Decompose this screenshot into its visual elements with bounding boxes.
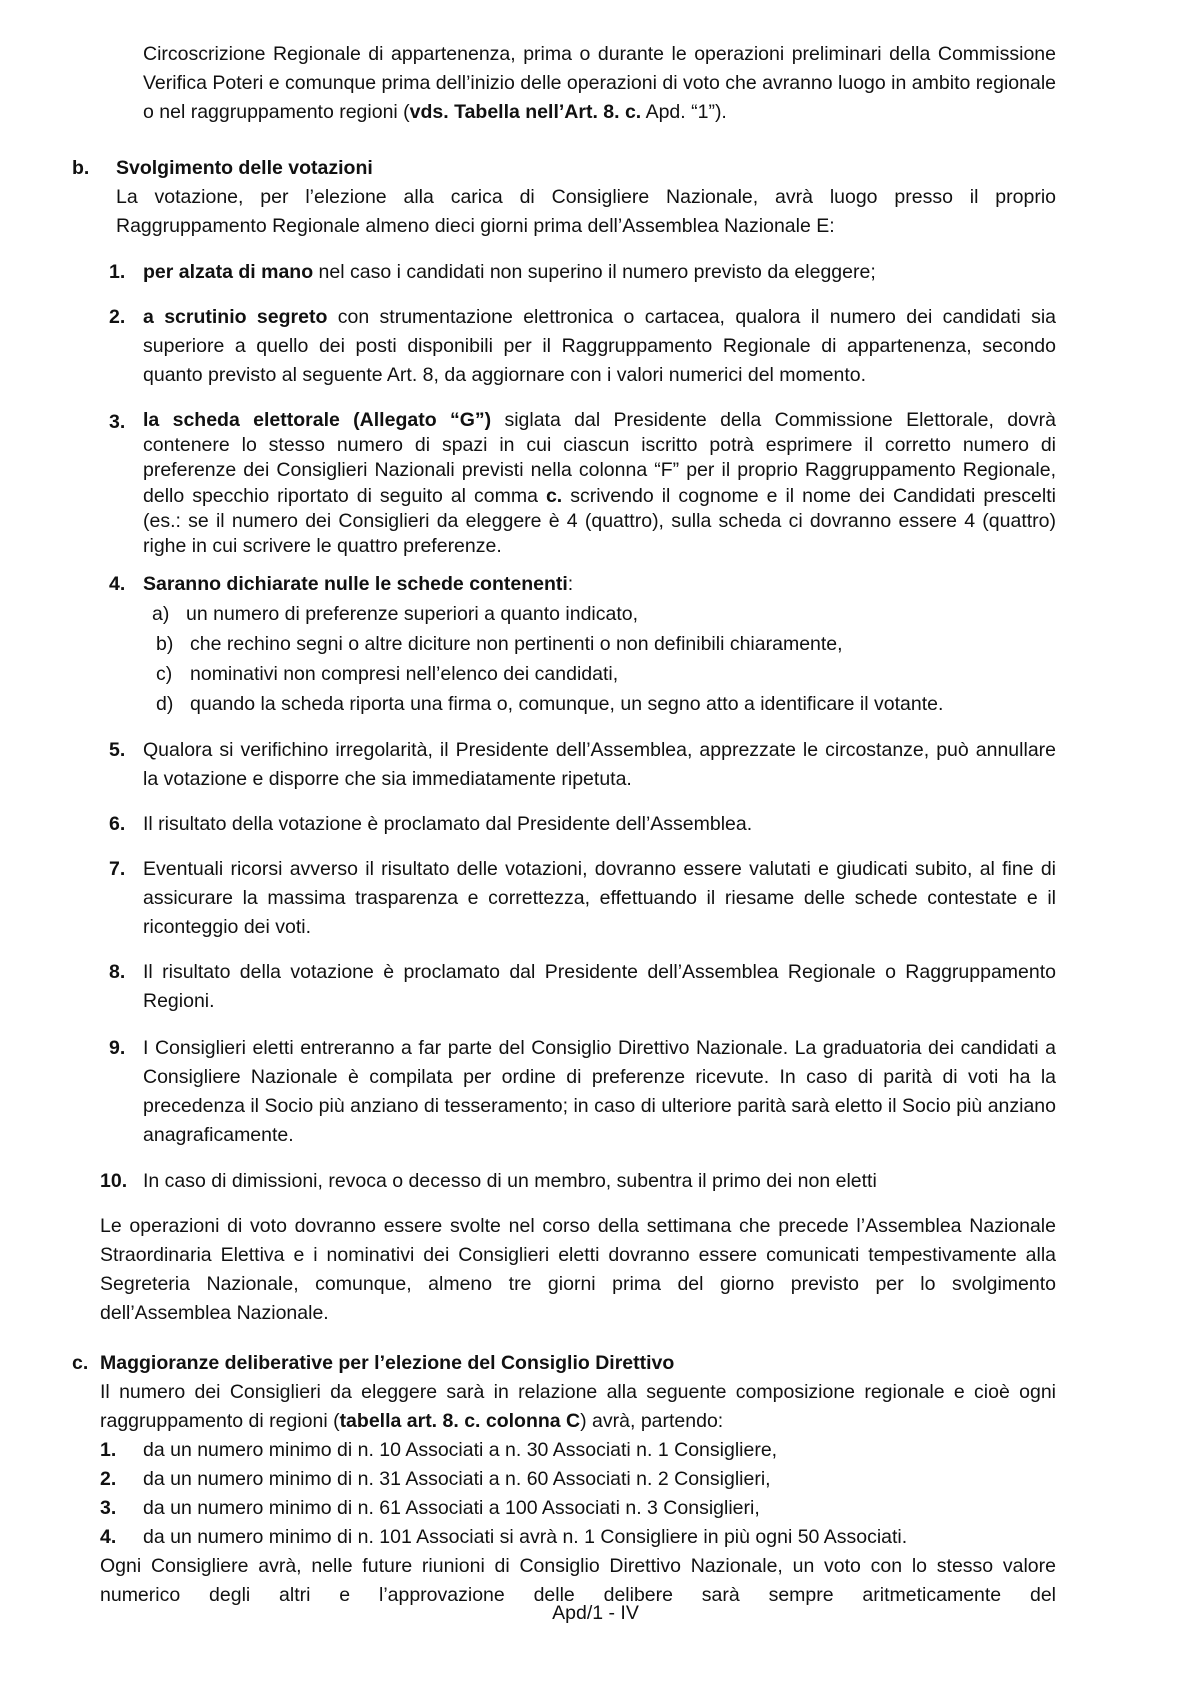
item-number: 7. (109, 858, 126, 880)
item-number: 1. (109, 261, 126, 283)
item-text: Eventuali ricorsi avverso il risultato delle votazioni, dovranno essere valutati e giudicati subito, al fine di assicurare la massima trasparenza e correttezza, effettuando il riesame delle schede contestate e il riconteggio dei voti. (143, 858, 1056, 938)
list-item (143, 855, 1056, 942)
section-c-heading: Maggioranze deliberative per l’elezione del Consiglio Direttivo (100, 1352, 675, 1374)
section-c-intro (100, 1378, 1056, 1436)
item-number: 8. (109, 961, 126, 983)
item-text: siglata dal Presidente della Commissione Elettorale, dovrà contenere lo stesso numero di spazi in cui ciascun iscritto potrà esprimere il corretto numero di preferenze dei Consiglieri Nazionali previsti nella colonna “F” per il proprio Raggruppamento Regionale, dello specchio riportato di seguito al comma (143, 409, 1056, 507)
item-number: 10. (100, 1170, 128, 1192)
subitem-letter: a) (152, 603, 170, 625)
list-item (143, 810, 1056, 839)
list-item (143, 1167, 1056, 1196)
list-item (143, 408, 1056, 559)
item-number: 4. (100, 1526, 117, 1548)
item-text: nel caso i candidati non superino il numero previsto da eleggere; (313, 261, 876, 283)
intro-text: Circoscrizione Regionale di appartenenza, prima o durante le operazioni preliminari della Commissione Verifica Poteri e comunque prima dell’inizio delle operazioni di voto che avranno luogo in ambito regionale o nel raggruppamento regioni ( (143, 43, 1056, 123)
item-bold: per alzata di mano (143, 261, 314, 283)
section-b-closing (100, 1212, 1056, 1328)
item-number: 4. (109, 573, 126, 595)
subitem-letter: d) (156, 693, 174, 715)
intro-text-after: Apd. “1”). (641, 101, 727, 123)
subitem-text: che rechino segni o altre diciture non pertinenti o non definibili chiaramente, (190, 633, 843, 655)
item-number: 3. (109, 411, 126, 433)
item-text-2: scrivendo il cognome e il nome dei Candidati prescelti (es.: se il numero dei Consiglieri da eleggere è 4 (quattro), sulla scheda ci dovranno essere 4 (quattro) righe in cui scrivere le quattro preferenze. (143, 484, 1056, 558)
closing-text: Ogni Consigliere avrà, nelle future riunioni di Consiglio Direttivo Nazionale, un voto con lo stesso valore numerico degli altri e l’approvazione delle delibere sarà sempre aritmeticamente del (100, 1555, 1056, 1606)
list-item (143, 303, 1056, 390)
subitem-text: quando la scheda riporta una firma o, comunque, un segno atto a identificare il votante. (190, 693, 944, 715)
item-number: 5. (109, 739, 126, 761)
item-text: Il risultato della votazione è proclamato dal Presidente dell’Assemblea Regionale o Raggruppamento Regioni. (143, 961, 1056, 1012)
item-bold: a scrutinio segreto (143, 306, 328, 328)
item-text: da un numero minimo di n. 31 Associati a n. 60 Associati n. 2 Consiglieri, (143, 1468, 771, 1490)
item-text: da un numero minimo di n. 61 Associati a 100 Associati n. 3 Consiglieri, (143, 1497, 760, 1519)
page-footer: Apd/1 - IV (552, 1602, 639, 1624)
list-item (143, 258, 1056, 287)
item-text: da un numero minimo di n. 101 Associati si avrà n. 1 Consigliere in più ogni 50 Associati. (143, 1526, 908, 1548)
section-c-marker: c. (72, 1352, 89, 1374)
subitem-text: nominativi non compresi nell’elenco dei candidati, (190, 663, 619, 685)
section-b-intro-text: La votazione, per l’elezione alla carica di Consigliere Nazionale, avrà luogo presso il proprio Raggruppamento Regionale almeno dieci giorni prima dell’Assemblea Nazionale E: (116, 186, 1056, 237)
item-number: 3. (100, 1497, 117, 1519)
item-text: I Consiglieri eletti entreranno a far parte del Consiglio Direttivo Nazionale. La graduatoria dei candidati a Consigliere Nazionale è compilata per ordine di preferenze ricevute. In caso di parità di voti ha la precedenza il Socio più anziano di tesseramento; in caso di ulteriore parità sarà eletto il Socio più anziano anagraficamente. (143, 1037, 1056, 1146)
item-text: Qualora si verifichino irregolarità, il Presidente dell’Assemblea, apprezzate le circostanze, può annullare la votazione e disporre che sia immediatamente ripetuta. (143, 739, 1056, 790)
item-text: In caso di dimissioni, revoca o decesso di un membro, subentra il primo dei non eletti (143, 1170, 877, 1192)
item-text: con strumentazione elettronica o cartacea, qualora il numero dei candidati sia superiore a quello dei posti disponibili per il Raggruppamento Regionale di appartenenza, secondo quanto previsto al seguente Art. 8, da aggiornare con i valori numerici del momento. (143, 306, 1056, 386)
item-number: 2. (109, 306, 126, 328)
item-bold: Saranno dichiarate nulle le schede contenenti (143, 573, 568, 595)
item-number: 2. (100, 1468, 117, 1490)
subitem-letter: b) (156, 633, 174, 655)
item-text: Il risultato della votazione è proclamato dal Presidente dell’Assemblea. (143, 813, 753, 835)
item-bold: la scheda elettorale (Allegato “G”) (143, 409, 492, 431)
section-b-intro (116, 183, 1056, 241)
item-number: 6. (109, 813, 126, 835)
subitem-letter: c) (156, 663, 173, 685)
intro-bold: tabella art. 8. c. colonna C (339, 1410, 581, 1432)
list-item (143, 570, 1056, 599)
section-b-marker: b. (72, 157, 90, 179)
item-text: da un numero minimo di n. 10 Associati a n. 30 Associati n. 1 Consigliere, (143, 1439, 778, 1461)
closing-text: Le operazioni di voto dovranno essere svolte nel corso della settimana che precede l’Assemblea Nazionale Straordinaria Elettiva e i nominativi dei Consiglieri eletti dovranno essere comunicati tempestivamente alla Segreteria Nazionale, comunque, almeno tre giorni prima del giorno previsto per lo svolgimento dell’Assemblea Nazionale. (100, 1215, 1056, 1324)
item-number: 9. (109, 1037, 126, 1059)
list-item (143, 736, 1056, 794)
list-item (143, 1034, 1056, 1150)
list-item (143, 958, 1056, 1016)
intro-bold: vds. Tabella nell’Art. 8. c. (409, 101, 642, 123)
intro-paragraph (143, 40, 1056, 127)
item-text: : (567, 573, 574, 595)
intro-text: Il numero dei Consiglieri da eleggere sarà in relazione alla seguente composizione regionale e cioè ogni raggruppamento di regioni ( (100, 1381, 1056, 1432)
intro-text-after: ) avrà, partendo: (580, 1410, 724, 1432)
section-b-heading: Svolgimento delle votazioni (116, 157, 373, 179)
item-bold-2: c. (545, 484, 563, 507)
item-number: 1. (100, 1439, 117, 1461)
subitem-text: un numero di preferenze superiori a quanto indicato, (186, 603, 639, 625)
